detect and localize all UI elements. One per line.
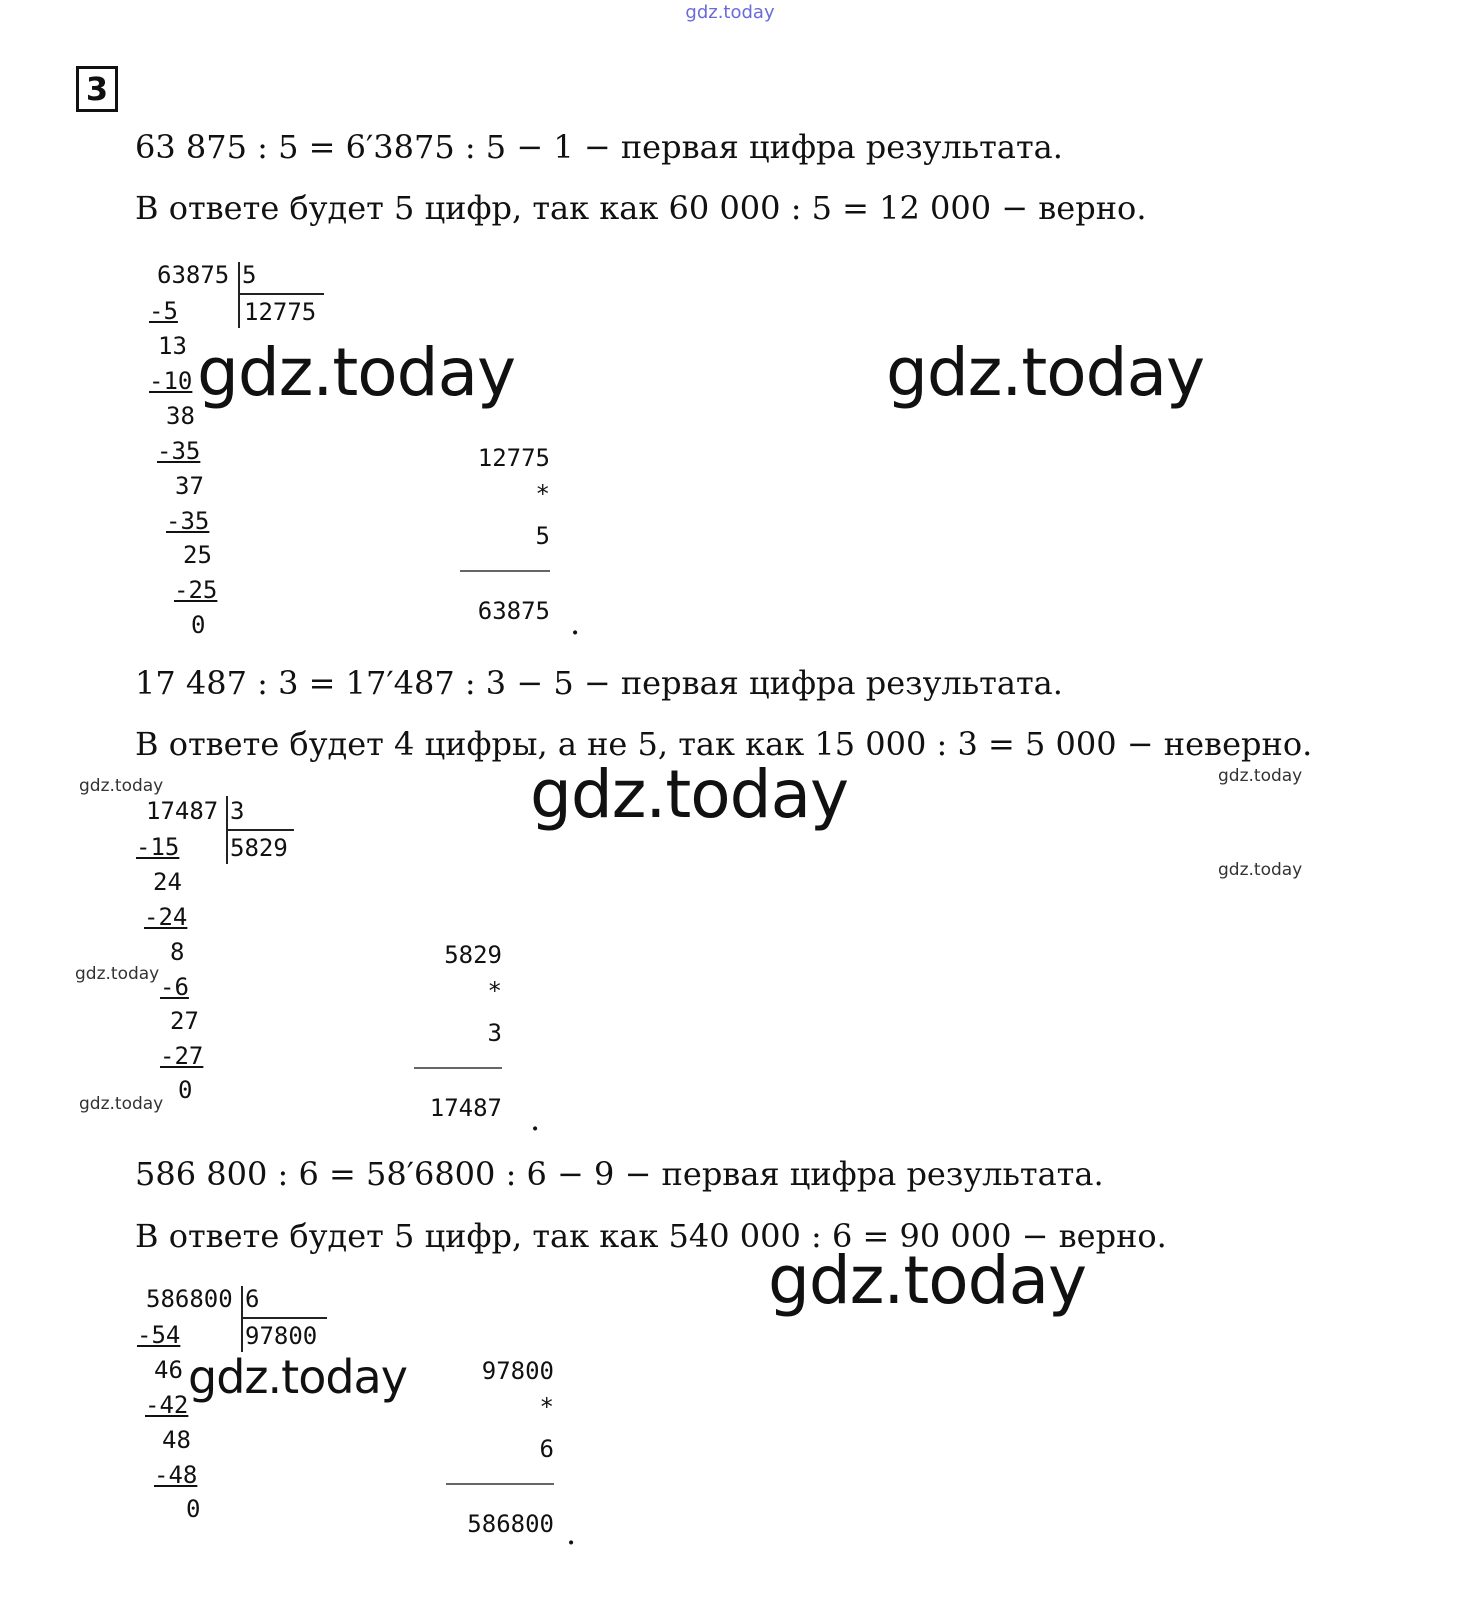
- p3-first-digit-line: 586 800 : 6 = 58′6800 : 6 − 9 − первая цифра результата.: [135, 1155, 1104, 1193]
- p1-step: 25: [183, 541, 212, 569]
- p2-check-result: 17487: [429, 1094, 502, 1122]
- p3-check-result: 586800: [467, 1510, 554, 1538]
- p2-check-line: [414, 1067, 502, 1069]
- p1-step: -5: [149, 297, 178, 325]
- p3-check-line: [446, 1483, 554, 1485]
- p2-check-end: .: [530, 1100, 541, 1138]
- p1-division-vertical-line: [238, 262, 240, 328]
- p1-step: 13: [158, 332, 187, 360]
- p2-quotient: 5829: [230, 834, 288, 862]
- p2-step: 0: [178, 1076, 193, 1104]
- p1-check-end: .: [570, 604, 581, 642]
- p1-check-result: 63875: [477, 597, 550, 625]
- p3-divisor: 6: [245, 1285, 260, 1313]
- p3-step: 0: [186, 1495, 201, 1523]
- p2-step: -27: [160, 1042, 204, 1070]
- task-number-box: 3: [76, 66, 118, 112]
- watermark-small: gdz.today: [1218, 766, 1303, 786]
- watermark-large: gdz.today: [886, 334, 1205, 411]
- p3-check-factor-a: 97800: [481, 1357, 554, 1385]
- top-watermark: gdz.today: [685, 2, 775, 23]
- watermark-medium: gdz.today: [188, 1350, 407, 1404]
- watermark-small: gdz.today: [79, 776, 164, 796]
- p2-step: -15: [136, 833, 180, 861]
- p3-step: -54: [137, 1321, 181, 1349]
- p2-step: 24: [153, 868, 182, 896]
- p2-division-horizontal-line: [226, 829, 294, 831]
- p3-step: 46: [154, 1356, 183, 1384]
- p2-step: -24: [144, 903, 188, 931]
- p1-check-factor-a: 12775: [477, 444, 550, 472]
- p1-step: 37: [175, 472, 204, 500]
- p1-first-digit-line: 63 875 : 5 = 6′3875 : 5 − 1 − первая цифра результата.: [135, 128, 1063, 166]
- p2-check-factor-a: 5829: [444, 941, 502, 969]
- p3-step: 48: [162, 1426, 191, 1454]
- p1-step: 0: [191, 611, 206, 639]
- p1-step: -35: [157, 437, 201, 465]
- p3-check-factor-b: 6: [539, 1435, 554, 1463]
- watermark-large: gdz.today: [530, 756, 849, 833]
- p3-check-operator: *: [539, 1393, 554, 1421]
- p2-digit-count-line: В ответе будет 4 цифры, а не 5, так как 15 000 : 3 = 5 000 − неверно.: [135, 725, 1313, 763]
- p3-step: -48: [154, 1461, 198, 1489]
- watermark-large: gdz.today: [768, 1242, 1087, 1319]
- p1-digit-count-line: В ответе будет 5 цифр, так как 60 000 : 5 = 12 000 − верно.: [135, 189, 1147, 227]
- p3-digit-count-line: В ответе будет 5 цифр, так как 540 000 : 6 = 90 000 − верно.: [135, 1217, 1167, 1255]
- p3-check-end: .: [566, 1514, 577, 1552]
- p2-step: -6: [160, 973, 189, 1001]
- p2-first-digit-line: 17 487 : 3 = 17′487 : 3 − 5 − первая цифра результата.: [135, 664, 1063, 702]
- p1-quotient: 12775: [244, 298, 317, 326]
- p2-step: 8: [170, 938, 185, 966]
- p1-check-factor-b: 5: [535, 522, 550, 550]
- p1-check-line: [460, 570, 550, 572]
- watermark-small: gdz.today: [75, 964, 160, 984]
- p3-quotient: 97800: [245, 1322, 318, 1350]
- p1-check-operator: *: [535, 480, 550, 508]
- watermark-small: gdz.today: [79, 1094, 164, 1114]
- p1-step: -10: [149, 367, 193, 395]
- p1-step: -25: [174, 576, 218, 604]
- p2-dividend: 17487: [146, 797, 219, 825]
- p1-division-horizontal-line: [238, 293, 324, 295]
- p2-divisor: 3: [230, 797, 245, 825]
- p2-check-factor-b: 3: [487, 1019, 502, 1047]
- p2-check-operator: *: [487, 977, 502, 1005]
- watermark-large: gdz.today: [197, 334, 516, 411]
- watermark-small: gdz.today: [1218, 860, 1303, 880]
- p1-divisor: 5: [242, 261, 257, 289]
- p3-division-vertical-line: [241, 1286, 243, 1352]
- p1-step: -35: [166, 507, 210, 535]
- p3-step: -42: [145, 1391, 189, 1419]
- p3-dividend: 586800: [146, 1285, 233, 1313]
- p1-step: 38: [166, 402, 195, 430]
- p2-step: 27: [170, 1007, 199, 1035]
- p3-division-horizontal-line: [241, 1317, 327, 1319]
- p1-dividend: 63875: [157, 261, 230, 289]
